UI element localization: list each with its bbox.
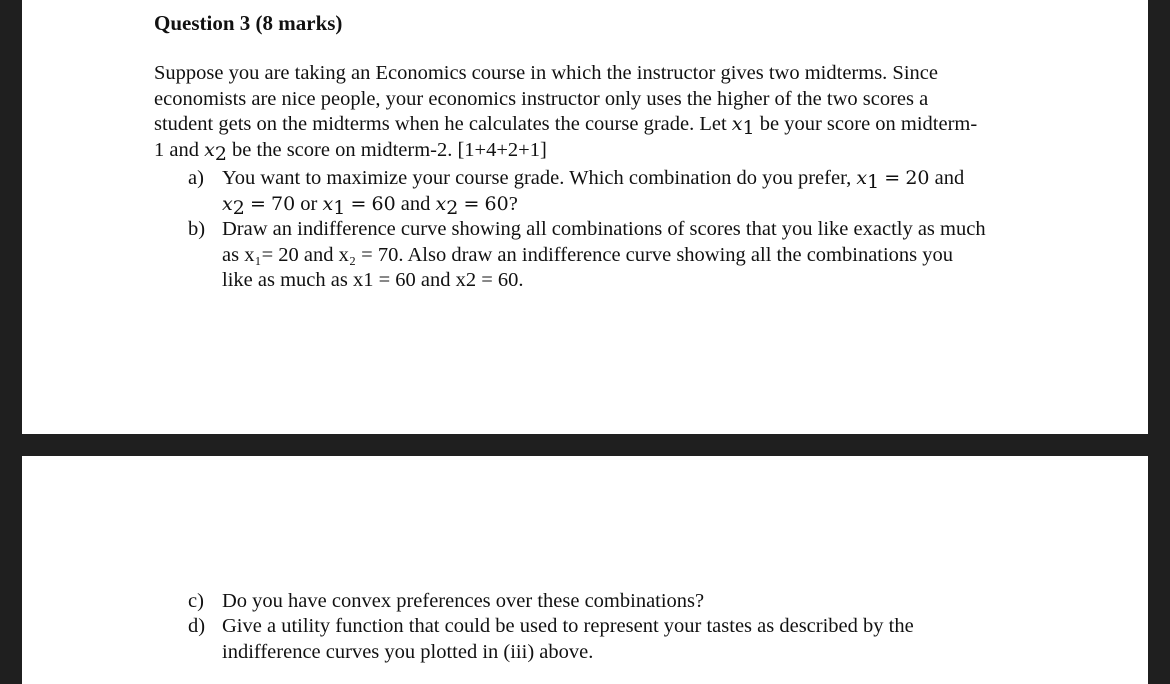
question-title: Question 3 (8 marks)	[154, 11, 343, 35]
part-text: Do you have convex preferences over these combinations?	[222, 590, 705, 612]
part-text: Draw an indifference curve showing all combinations of scores that you like exactly as much	[222, 218, 986, 240]
part-letter: b)	[188, 218, 206, 240]
part-text: indifference curves you plotted in (iii) above.	[222, 640, 594, 663]
question-intro	[154, 61, 1034, 163]
intro-line: economists are nice people, your economics instructor only uses the higher of the two scores a	[154, 87, 929, 110]
part-letter: d)	[188, 615, 206, 637]
part-letter: a)	[188, 167, 204, 189]
intro-line: Suppose you are taking an Economics course in which the instructor gives two midterms. Since	[154, 62, 938, 84]
part-text: Give a utility function that could be used to represent your tastes as described by the	[222, 615, 914, 637]
part-text: as x₁= 20 and x₂ = 70. Also draw an indifference curve showing all the combinations you	[222, 243, 954, 266]
part-letter: c)	[188, 590, 204, 612]
part-text: $x_2 = 70$ or $x_1 = 60$ and $x_2 = 60$?	[222, 192, 518, 219]
document-page-2	[22, 456, 1148, 684]
part-text: You want to maximize your course grade. Which combination do you prefer, $x_1 = 20$ and	[222, 167, 965, 193]
intro-line: 1 and $x_2$ be the score on midterm-2. [1+4+2+1]	[154, 138, 547, 165]
part-text: like as much as x1 = 60 and x2 = 60.	[222, 269, 524, 291]
document-page-1	[22, 0, 1148, 434]
intro-line: student gets on the midterms when he calculates the course grade. Let $x_1$ be your score on midterm-	[154, 113, 978, 139]
